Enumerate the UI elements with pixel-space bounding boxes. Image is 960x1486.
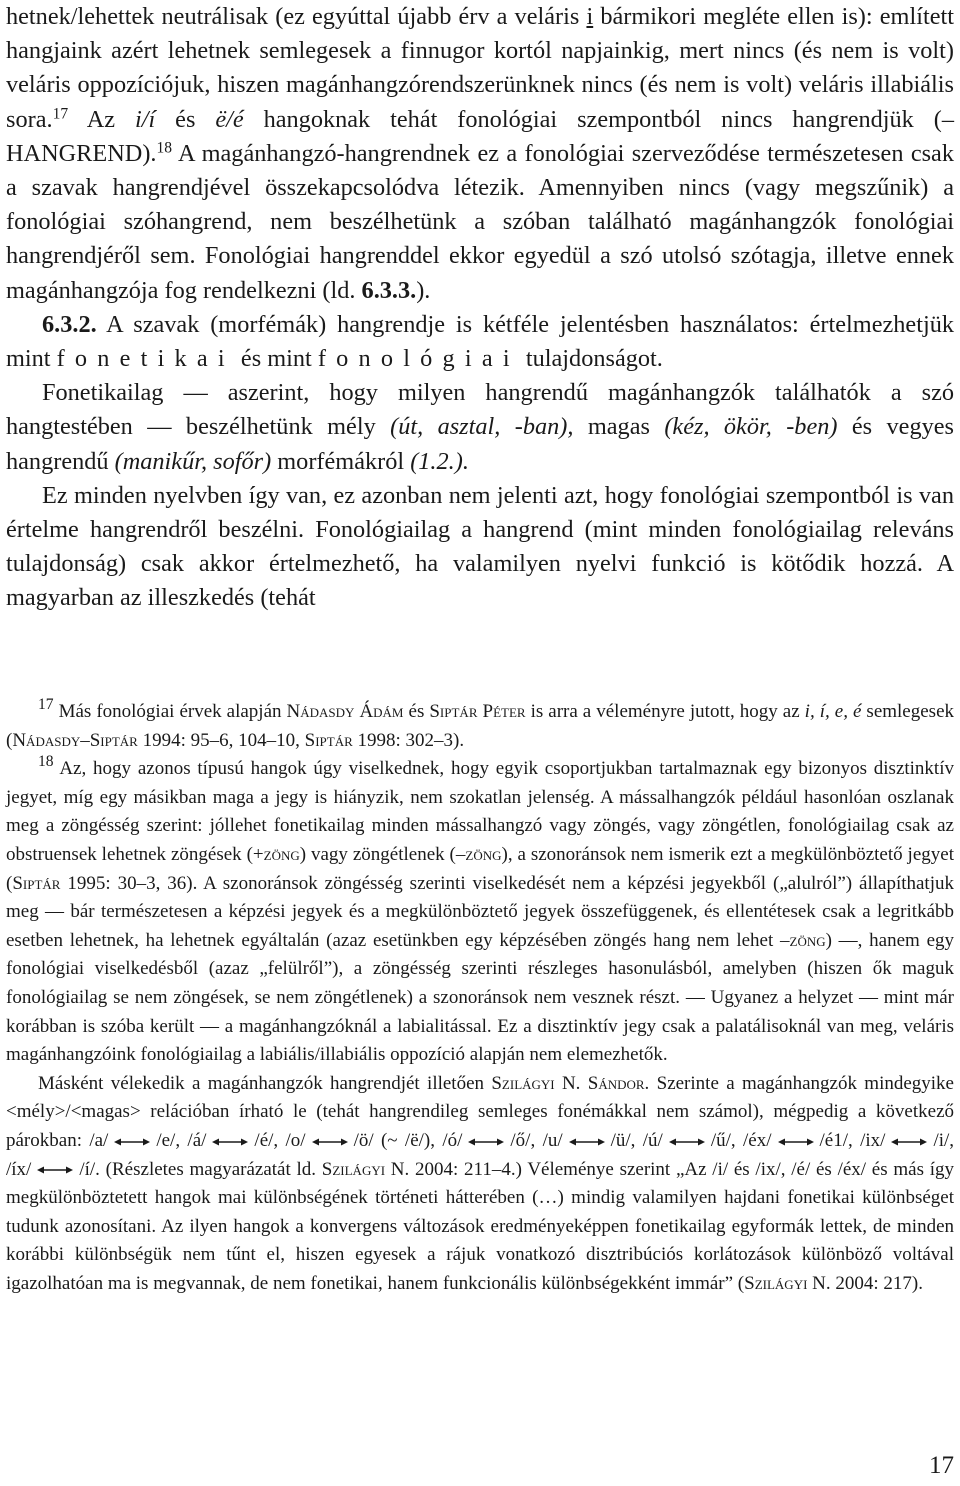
vowel-pair-right: /é1/, xyxy=(819,1129,853,1151)
vowel-pair-left: /íx/ xyxy=(6,1158,32,1180)
text-run: és xyxy=(155,105,216,133)
double-arrow-icon xyxy=(212,1137,248,1147)
vowel-pair xyxy=(6,1159,100,1180)
text-run: 1994: 95–6, 104–10, xyxy=(137,729,305,751)
double-arrow-icon xyxy=(778,1137,814,1147)
feature-label: +zöng xyxy=(252,843,300,865)
author-name: Siptár xyxy=(12,872,61,894)
text-run: 1995: 30–3, 36). A szonoránsok zöngésség szerinti viselkedését nem a képzési jegyekből („alulról”) állapíthatjuk meg — bár természetesen a képzési jegyek és a megkülönböztető jegyek összefüggenek, és ellentétesek csak a legritkább esetben lehetnek, ha lehetnek egyáltalán (azaz esetünkben egy képzésében zöngés hang nem lehet xyxy=(6,872,954,951)
text-run: Az, hogy azonos típusú hangok úgy viselkednek, hogy egyik csoportjukban tartalmaznak egy bizonyos disztinktív jegyet, míg egy másikban maga a jegy is hiányzik, nem szokatlan jelenség. A mássalhangzók például hasonlóan oszlanak meg a zöngésség szerint: jóllehet fonetikailag minden mássalhangzó vagy zöngés, vagy zöngétlen, fonológiailag csak az obstruensek lehetnek zöngések ( xyxy=(6,758,954,865)
text-run: tulajdonságot. xyxy=(519,345,663,373)
text-run: és mint xyxy=(234,345,318,373)
vowel-pair xyxy=(89,1130,180,1151)
vowel-pair-right: /i/, xyxy=(933,1129,955,1151)
text-run: hetnek/lehettek neutrálisak (ez egyúttal újabb érv a veláris xyxy=(6,3,587,30)
italic-example: ë/é xyxy=(215,105,244,133)
author-name: Nádasdy Ádám xyxy=(286,701,404,722)
vowel-pair xyxy=(860,1130,954,1151)
author-name: Szilágyi N. Sándor xyxy=(491,1072,645,1094)
spaced-term: fonetikai xyxy=(56,345,235,373)
vowel-pair-left: /éx/ xyxy=(743,1129,772,1151)
text-run: ) vagy zöngétlenek ( xyxy=(299,843,456,865)
paragraph-3 xyxy=(6,376,954,479)
text-run: hangoknak tehát fonológiai szempontból nincs hangrendjük ( xyxy=(243,105,942,133)
text-run: A magánhangzó-hangrendnek ez a fonológiai szerveződése természetesen csak a szavak hangrendjével összekapcsolódva létezik. Amennyiben nincs (vagy megszűnik) a fonológiai szóhangrend, nem beszélhetünk a szóban található magánhangzók fonológiai hangrendjéről sem. Fonológiai hangrenddel ekkor egyedül a szó utolsó szótagja, illetve ennek magánhangzója fog rendelkezni (ld. xyxy=(6,139,954,304)
double-arrow-icon xyxy=(569,1137,605,1147)
section-number: 6.3.2. xyxy=(42,310,97,338)
footnote-ref-18[interactable]: 18 xyxy=(156,139,173,157)
vowel-pair-left: /á/ xyxy=(187,1129,207,1151)
italic-example: (kéz, ökör, -ben) xyxy=(664,413,838,441)
vowel-pair xyxy=(442,1130,535,1151)
italic-example: (út, asztal, -ban), xyxy=(390,413,574,441)
vowel-pair-right: /í/. xyxy=(79,1158,100,1180)
vowel-pair-left: /a/ xyxy=(89,1129,109,1151)
vowel-pair xyxy=(643,1130,736,1151)
vowel-pair-right: /ü/, xyxy=(610,1129,636,1151)
footnote-number: 18 xyxy=(38,753,54,771)
velar-i-symbol: i xyxy=(586,3,594,30)
author-name: Siptár xyxy=(304,729,353,751)
double-arrow-icon xyxy=(312,1137,348,1147)
text-run: ). xyxy=(142,139,157,167)
text-run: és xyxy=(403,701,430,722)
author-name: Siptár Péter xyxy=(429,701,526,722)
text-run: (Részletes magyarázatát ld. xyxy=(99,1158,322,1180)
vowel-pair-left: /ó/ xyxy=(442,1129,463,1151)
author-name: Nádasdy–Siptár xyxy=(12,729,138,751)
vowel-pair-left: /u/ xyxy=(542,1129,563,1151)
author-name: Szilágyi N. xyxy=(744,1272,831,1294)
text-run: Fonetikailag — aszerint, hogy milyen hangrendű magánhangzók találhatók a szó hangtestében — beszélhetünk mély xyxy=(6,379,954,441)
paragraph-2 xyxy=(6,308,954,376)
text-run: . Szerinte a magánhangzók mindegyike <mély>/<magas> relációban írható le (tehát hangrendileg semleges fonémákkal nem számol), mégpedig a következő párokban: xyxy=(6,1072,954,1151)
author-name: Szilágyi N. xyxy=(321,1158,410,1180)
text-run: magas xyxy=(573,413,665,441)
vowel-pair-left: /o/ xyxy=(285,1129,306,1151)
italic-example: (manikűr, sofőr) xyxy=(114,447,272,475)
page-number: 17 xyxy=(929,1452,954,1479)
section-reference[interactable]: (1.2.). xyxy=(410,447,469,475)
text-run: 1998: 302–3). xyxy=(352,729,465,751)
vowel-pair xyxy=(187,1130,278,1151)
double-arrow-icon xyxy=(468,1137,504,1147)
spaced-term: fonológiai xyxy=(317,345,520,373)
footnotes xyxy=(6,698,954,1298)
text-run: bármikori megléte ellen is): említett hangjaink azért lehetnek semlegesek a finnugor kortól napjainkig, mert nincs (és nem is volt) veláris oppozíciójuk, hiszen magánhangzórendszerünknek nincs (és nem is volt) veláris illabiális sora. xyxy=(6,3,954,133)
vowel-pair-right: /ű/, xyxy=(710,1129,736,1151)
vowel-pair xyxy=(286,1130,435,1151)
text-run: morfémákról xyxy=(271,447,411,475)
text-run: ), a szonoránsok nem ismerik ezt a megkülönböztető jegyet ( xyxy=(6,843,954,894)
double-arrow-icon xyxy=(114,1137,150,1147)
vowel-pair xyxy=(543,1130,636,1151)
paragraph-4: Ez minden nyelvben így van, ez azonban nem jelenti azt, hogy fonológiai szempontból is van értelme hangrendről beszélni. Fonológiailag a hangrend (mint minden fonológiailag releváns tulajdonság) csak akkor értelmezhető, ha valamilyen nyelvi funkció is kötődik hozzá. A magyarban az illeszkedés (tehát xyxy=(6,481,954,612)
text-run: Az xyxy=(68,105,135,133)
text-run: Másként vélekedik a magánhangzók hangrendjét illetően xyxy=(38,1072,492,1094)
text-run: 2004: 217). xyxy=(830,1272,923,1294)
text-run: semlegesek ( xyxy=(6,701,954,751)
footnote-number: 17 xyxy=(38,696,54,714)
text-run: is arra a véleményre jutott, hogy az xyxy=(525,701,805,722)
vowel-pair-right: /e/, xyxy=(156,1129,181,1151)
section-reference[interactable]: 6.3.3. xyxy=(361,276,417,304)
footnote-ref-17[interactable]: 17 xyxy=(52,105,69,123)
text-run: ). xyxy=(416,276,431,304)
vowel-pair-right: /é/, xyxy=(254,1129,279,1151)
footnote-separator xyxy=(6,686,954,687)
double-arrow-icon xyxy=(669,1137,705,1147)
text-run: Más fonológiai érvek alapján xyxy=(53,701,287,722)
vowel-pair-right: /ö/ (~ /ë/), xyxy=(353,1129,435,1151)
main-text xyxy=(6,0,954,616)
vowel-pair xyxy=(743,1130,853,1151)
text-run: ) —, hanem egy fonológiai viselkedésből (azaz „felülről”), a zöngésség szerinti részleges hasonulásból, amelyben (hiszen ők maguk fonológiailag se nem zöngések, se nem zöngétlenek) a szonoránsok nem vesznek részt. — Ugyanez a helyzet — mint már korábban is szóba került — a magánhangzóknál a labialitással. Ez a disztinktív jegy csak a palatálisoknál van meg, veláris magánhangzóink fonológiailag a labiális/illabiális oppozíció alapján nem elemezhetők. xyxy=(6,929,955,1066)
vowel-pair-left: /ix/ xyxy=(860,1129,886,1151)
text-run: és vegyes hangrendű xyxy=(6,413,954,475)
feature-label: –zöng xyxy=(455,843,502,865)
feature-label: –zöng xyxy=(780,929,826,951)
italic-example: i, í, e, é xyxy=(804,701,862,722)
footnote-17 xyxy=(6,698,954,755)
vowel-pair-left: /ú/ xyxy=(642,1129,663,1151)
paragraph-1 xyxy=(6,0,954,308)
feature-label: –HANGREND xyxy=(6,105,955,167)
text-run: A szavak (morfémák) hangrendje is kétféle jelentésben használatos: értelmezhetjük mint xyxy=(6,310,954,373)
vowel-pair-right: /ő/, xyxy=(510,1129,536,1151)
footnote-18 xyxy=(6,755,954,1070)
double-arrow-icon xyxy=(37,1165,73,1175)
double-arrow-icon xyxy=(891,1137,927,1147)
italic-example: i/í xyxy=(134,105,156,133)
text-run: 2004: 211–4.) Véleménye szerint „Az /i/ és /ix/, /é/ és /éx/ és más így megkülönböztetett hangok mai különbségének történeti hátterében (…) mindig valamilyen hajdani fonetikai különbséget tudunk azonosítani. Az ilyen hangok a konvergens változások eredményeképpen fonetikailag egyformák lettek, de minden korábbi különbségük nem tűnt el, hiszen egyesek a rájuk vonatkozó disztribúciós korlátozások különböző voltával igazolhatóan ma is megvannak, de nem fonetikai, hanem funkcionális különbségekként immár” ( xyxy=(6,1158,954,1294)
footnote-18-continuation xyxy=(6,1070,954,1299)
